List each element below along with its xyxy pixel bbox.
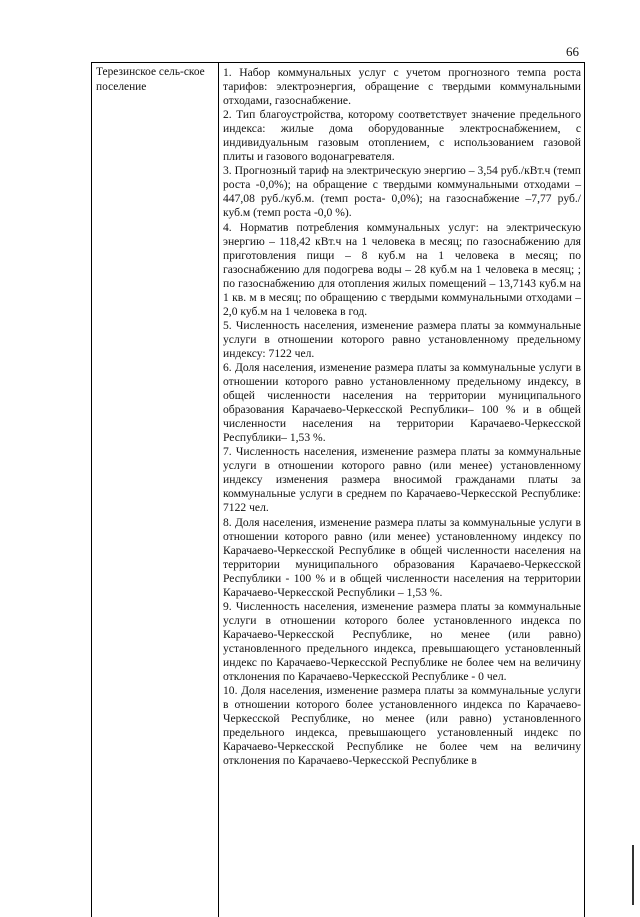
indicator-paragraph-9: 9. Численность населения, изменение размера платы за коммунальные услуги в отношении которого более установленного индекса по Карачаево-Черкесской Республике, но менее (или равно) установленного предельного индекса, превышающего установленный индекс по Карачаево-Черкесской Республике не более чем на величину отклонения по Карачаево-Черкесской Республике - 0 чел. bbox=[223, 599, 581, 684]
municipality-name-cell: Терезинское сель-ское поселение bbox=[96, 66, 205, 93]
indicator-paragraph-2: 2. Тип благоустройства, которому соответствует значение предельного индекса: жилые дома оборудованные электроснабжением, с индивидуальным газовым отоплением, с использованием газовой плиты и газового водонагревателя. bbox=[223, 108, 581, 164]
indicator-paragraph-1: 1. Набор коммунальных услуг с учетом прогнозного темпа роста тарифов: электроэнергия, обращение с твердыми коммунальными отходами, газоснабжение. bbox=[223, 66, 581, 108]
scan-edge-mark bbox=[632, 845, 634, 905]
indicator-paragraph-7: 7. Численность населения, изменение размера платы за коммунальные услуги в отношении которого равно (или менее) установленному индексу изменения размера вносимой гражданами платы за коммунальные услуги в среднем по Карачаево-Черкесской Республике: 7122 чел. bbox=[223, 445, 581, 515]
indicators-table bbox=[91, 62, 585, 917]
indicator-paragraph-6: 6. Доля населения, изменение размера платы за коммунальные услуги в отношении которого равно установленному предельному индексу, в общей численности населения на территории муниципального образования Карачаево-Черкесской Республики– 100 % и в общей численности населения на территории Карачаево-Черкесской Республики– 1,53 %. bbox=[223, 360, 581, 445]
indicator-paragraph-10: 10. Доля населения, изменение размера платы за коммунальные услуги в отношении которого более установленного индекса по Карачаево-Черкесской Республике, но менее (или равно) установленного предельного индекса, превышающего установленный индекс по Карачаево-Черкесской Республике не более чем на величину отклонения по Карачаево-Черкесской Республике в bbox=[223, 684, 581, 768]
indicator-paragraph-5: 5. Численность населения, изменение размера платы за коммунальные услуги в отношении которого равно установленному предельному индексу: 7122 чел. bbox=[223, 318, 581, 360]
column-divider bbox=[218, 63, 219, 917]
indicator-paragraph-8: 8. Доля населения, изменение размера платы за коммунальные услуги в отношении которого равно (или менее) установленному индексу по Карачаево-Черкесской Республике в общей численности населения на территории муниципального образования Карачаево-Черкесской Республики - 100 % и в общей численности населения на территории Карачаево-Черкесской Республики – 1,53 %. bbox=[223, 515, 581, 599]
indicators-cell bbox=[223, 66, 581, 768]
indicator-paragraph-4: 4. Норматив потребления коммунальных услуг: на электрическую энергию – 118,42 кВт.ч на 1 человека в месяц; по газоснабжению для приготовления пищи – 8 куб.м на 1 человека в месяц; по газоснабжению для подогрева воды – 28 куб.м на 1 человека в месяц; ; по газоснабжению для отопления жилых помещений – 13,7143 куб.м на 1 кв. м в месяц; по обращению с твердыми коммунальными отходами – 2,0 куб.м на 1 человека в год. bbox=[223, 220, 581, 318]
indicator-paragraph-3: 3. Прогнозный тариф на электрическую энергию – 3,54 руб./кВт.ч (темп роста -0,0%); на обращение с твердыми коммунальными отходами – 447,08 руб./куб.м. (темп роста- 0,0%); на газоснабжение –7,77 руб./куб.м (темп роста -0,0 %). bbox=[223, 164, 581, 220]
page-number: 66 bbox=[566, 44, 579, 59]
